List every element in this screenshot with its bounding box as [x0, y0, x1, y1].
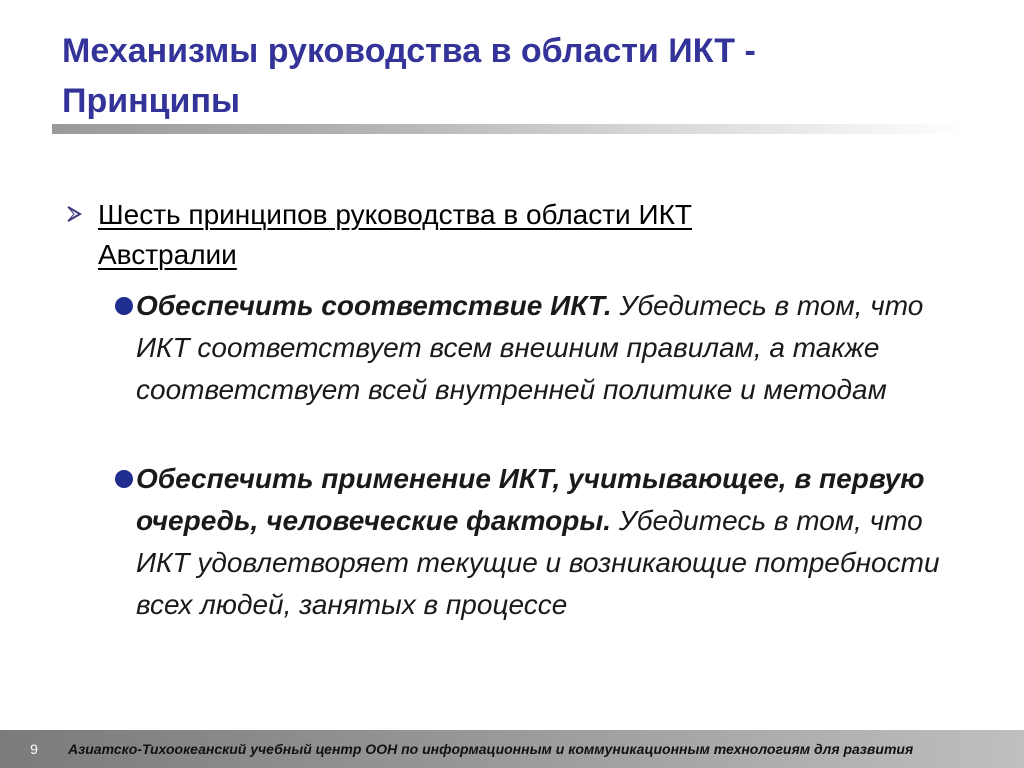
- main-bullet-line-1: Шесть принципов руководства в области ИКТ: [98, 199, 693, 230]
- title-underline-rule: [52, 124, 968, 134]
- sub-bullet-2-text: [136, 458, 951, 626]
- sub-bullet-2-bold: Обеспечить применение ИКТ, учитывающее, в первую очередь, человеческие факторы.: [136, 463, 925, 536]
- main-bullet-line-2: Австралии: [98, 239, 237, 270]
- page-number: 9: [30, 741, 38, 757]
- arrow-bullet-icon: [66, 205, 82, 223]
- dot-bullet-icon: [115, 297, 133, 315]
- dot-bullet-icon: [115, 470, 133, 488]
- main-bullet-text[interactable]: [98, 195, 858, 275]
- footer-bar: [0, 730, 1024, 768]
- footer-text: Азиатско-Тихоокеанский учебный центр ООН по информационным и коммуникационным технологиям для развития: [68, 741, 914, 757]
- sub-bullet-2-body: Убедитесь в том, что ИКТ удовлетворяет текущие и возникающие потребности всех людей, занятых в процессе: [136, 505, 940, 620]
- sub-bullet-1-bold: Обеспечить соответствие ИКТ.: [136, 290, 612, 321]
- sub-bullet-1-body: Убедитесь в том, что ИКТ соответствует всем внешним правилам, а также соответствует всей внутренней политике и методам: [136, 290, 924, 405]
- sub-bullet-1-text: [136, 285, 951, 411]
- slide-title-line-1: Механизмы руководства в области ИКТ -: [62, 32, 756, 70]
- slide-title-line-2: Принципы: [62, 82, 241, 120]
- slide-title: [62, 26, 982, 126]
